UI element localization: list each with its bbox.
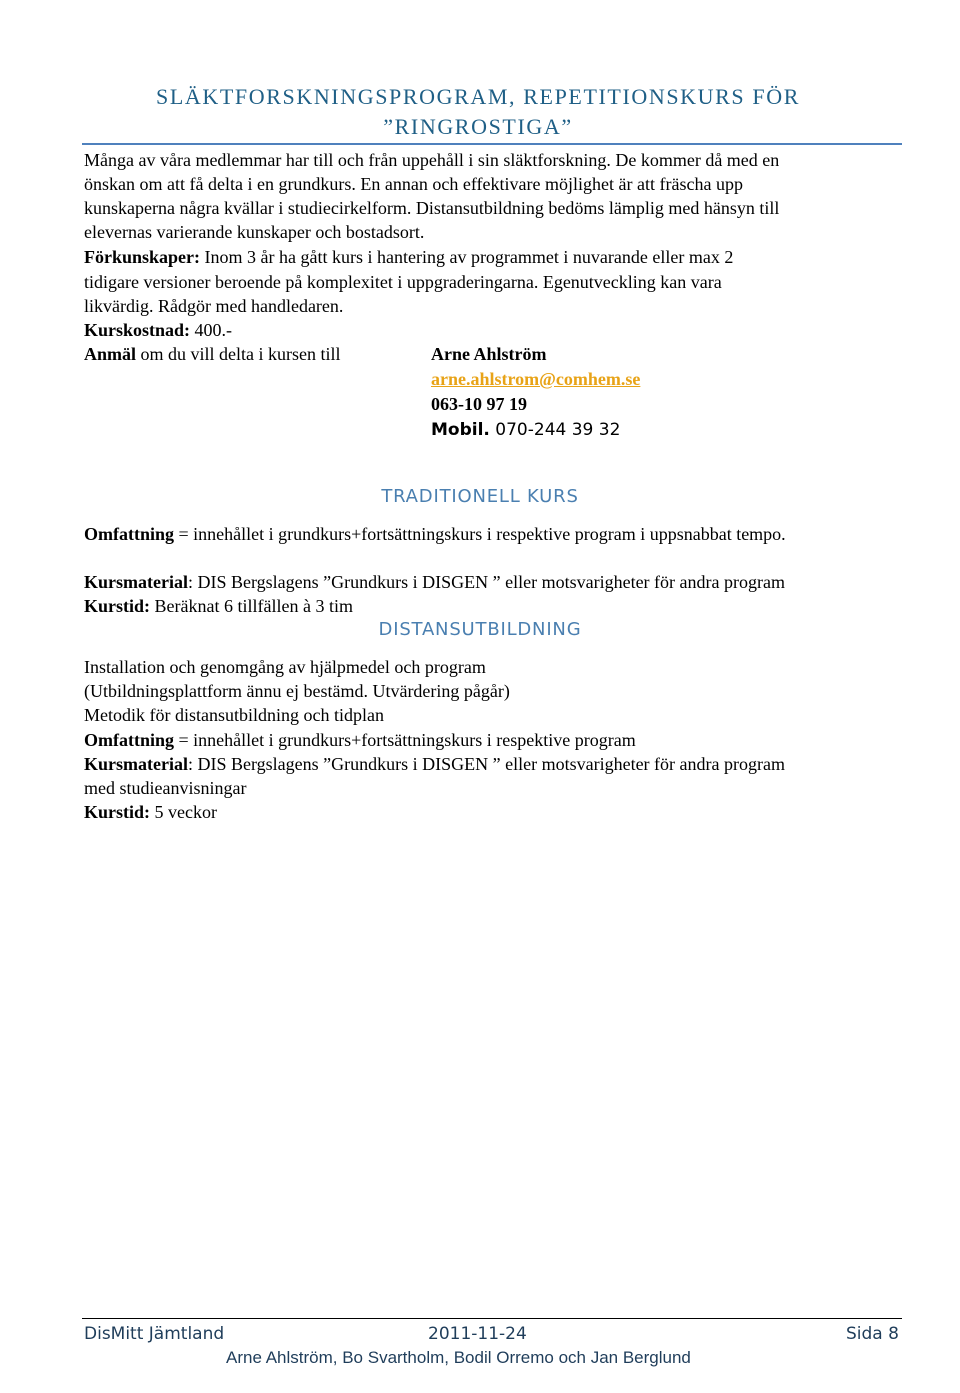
- traditional-scope-text: = innehållet i grundkurs+fortsättningskurs i respektive program i uppsnabbat tempo.: [174, 524, 786, 544]
- intro-line-4: elevernas varierande kunskaper och bostadsort.: [84, 222, 425, 242]
- contact-name: Arne Ahlström: [431, 344, 547, 364]
- distance-material-text: : DIS Bergslagens ”Grundkurs i DISGEN ” eller motsvarigheter för andra program: [187, 754, 785, 774]
- traditional-material: [84, 570, 785, 594]
- title-divider: [82, 143, 902, 145]
- distance-time-label: Kurstid:: [84, 802, 151, 822]
- traditional-scope: [84, 522, 786, 546]
- footer-authors: Arne Ahlström, Bo Svartholm, Bodil Orremo och Jan Berglund: [226, 1348, 691, 1367]
- contact-mobile-label: Mobil.: [431, 420, 490, 440]
- distance-line-3: Metodik för distansutbildning och tidplan: [84, 705, 384, 725]
- traditional-time-text: Beräknat 6 tillfällen à 3 tim: [150, 596, 353, 616]
- course-cost-label: Kurskostnad:: [84, 320, 191, 340]
- distance-time-text: 5 veckor: [150, 802, 217, 822]
- signup-label: Anmäl: [84, 344, 137, 364]
- course-cost: [84, 318, 232, 342]
- distance-material-continued: med studieanvisningar: [84, 778, 247, 798]
- traditional-material-text: : DIS Bergslagens ”Grundkurs i DISGEN ” eller motsvarigheter för andra program: [187, 572, 785, 592]
- contact-mobile: [431, 418, 620, 442]
- page-title-line-1: SLÄKTFORSKNINGSPROGRAM, REPETITIONSKURS FÖR: [156, 84, 800, 109]
- distance-scope: [84, 728, 636, 752]
- distance-material-label: Kursmaterial: [84, 754, 188, 774]
- distance-course-heading: DISTANSUTBILDNING: [378, 619, 582, 640]
- contact-phone: 063-10 97 19: [431, 394, 527, 414]
- intro-line-2: önskan om att få delta i en grundkurs. En annan och effektivare möjlighet är att fräscha upp: [84, 174, 743, 194]
- distance-scope-label: Omfattning: [84, 730, 174, 750]
- distance-scope-text: = innehållet i grundkurs+fortsättningskurs i respektive program: [174, 730, 636, 750]
- prerequisites-line-1: [84, 245, 733, 269]
- traditional-material-label: Kursmaterial: [84, 572, 188, 592]
- footer-date: 2011-11-24: [428, 1324, 527, 1344]
- distance-time: [84, 800, 217, 824]
- distance-line-1: Installation och genomgång av hjälpmedel och program: [84, 657, 486, 677]
- signup-text: [84, 342, 341, 366]
- intro-line-1: Många av våra medlemmar har till och från uppehåll i sin släktforskning. De kommer då med en: [84, 150, 780, 170]
- footer-page-number: Sida 8: [846, 1324, 899, 1344]
- signup-description: om du vill delta i kursen till: [136, 344, 341, 364]
- distance-material: [84, 752, 785, 776]
- traditional-time: [84, 594, 353, 618]
- contact-mobile-number: 070-244 39 32: [489, 420, 621, 440]
- contact-email-link[interactable]: arne.ahlstrom@comhem.se: [431, 369, 641, 389]
- page-title-line-2: ”RINGROSTIGA”: [383, 114, 573, 139]
- distance-line-2: (Utbildningsplattform ännu ej bestämd. Utvärdering pågår): [84, 681, 510, 701]
- traditional-scope-label: Omfattning: [84, 524, 174, 544]
- traditional-time-label: Kurstid:: [84, 596, 151, 616]
- prerequisites-line-3: likvärdig. Rådgör med handledaren.: [84, 296, 344, 316]
- course-cost-value: 400.-: [190, 320, 233, 340]
- prerequisites-label: Förkunskaper:: [84, 247, 201, 267]
- traditional-course-heading: TRADITIONELL KURS: [381, 486, 579, 507]
- prerequisites-line-2: tidigare versioner beroende på komplexitet i uppgraderingarna. Egenutveckling kan vara: [84, 272, 722, 292]
- footer-organization: DisMitt Jämtland: [84, 1324, 225, 1344]
- prerequisites-text: Inom 3 år ha gått kurs i hantering av programmet i nuvarande eller max 2: [200, 247, 734, 267]
- intro-line-3: kunskaperna några kvällar i studiecirkelform. Distansutbildning bedöms lämplig med hänsyn till: [84, 198, 780, 218]
- footer-divider: [82, 1318, 902, 1319]
